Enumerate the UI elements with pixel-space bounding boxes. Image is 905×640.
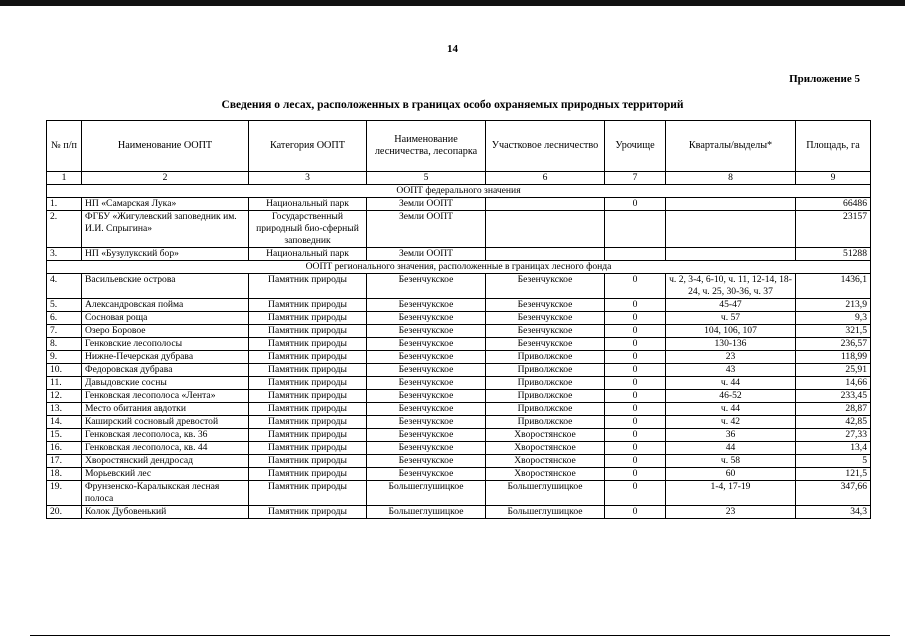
quarters-plots: 36 xyxy=(666,429,796,442)
table-row xyxy=(47,248,871,261)
oopt-category: Памятник природы xyxy=(249,338,367,351)
district-forestry xyxy=(486,211,605,248)
header-forestry: Наименование лесничества, лесопарка xyxy=(367,121,486,172)
row-number: 10. xyxy=(47,364,82,377)
district-forestry: Приволжское xyxy=(486,377,605,390)
oopt-category: Памятник природы xyxy=(249,299,367,312)
forestry-name: Безенчукское xyxy=(367,442,486,455)
oopt-category: Памятник природы xyxy=(249,325,367,338)
oopt-name: Колок Дубовенький xyxy=(82,506,249,519)
tract: 0 xyxy=(605,455,666,468)
table-row xyxy=(47,351,871,364)
row-number: 20. xyxy=(47,506,82,519)
quarters-plots: 45-47 xyxy=(666,299,796,312)
quarters-plots: ч. 57 xyxy=(666,312,796,325)
row-number: 19. xyxy=(47,481,82,506)
forests-table xyxy=(46,120,871,519)
oopt-name: НП «Самарская Лука» xyxy=(82,198,249,211)
forestry-name: Безенчукское xyxy=(367,390,486,403)
district-forestry: Приволжское xyxy=(486,351,605,364)
oopt-name: Сосновая роща xyxy=(82,312,249,325)
quarters-plots: 1-4, 17-19 xyxy=(666,481,796,506)
oopt-category: Памятник природы xyxy=(249,506,367,519)
forestry-name: Безенчукское xyxy=(367,351,486,364)
area-ha: 27,33 xyxy=(796,429,871,442)
oopt-name: НП «Бузулукский бор» xyxy=(82,248,249,261)
header-area: Площадь, га xyxy=(796,121,871,172)
area-ha: 14,66 xyxy=(796,377,871,390)
row-number: 13. xyxy=(47,403,82,416)
area-ha: 236,57 xyxy=(796,338,871,351)
table-row xyxy=(47,198,871,211)
oopt-category: Государственный природный био-сферный заповедник xyxy=(249,211,367,248)
district-forestry: Большеглушицкое xyxy=(486,481,605,506)
row-number: 7. xyxy=(47,325,82,338)
column-number: 7 xyxy=(605,172,666,185)
section-title-federal: ООПТ федерального значения xyxy=(47,185,871,198)
column-number: 1 xyxy=(47,172,82,185)
district-forestry: Хворостянское xyxy=(486,468,605,481)
tract: 0 xyxy=(605,312,666,325)
forestry-name: Безенчукское xyxy=(367,364,486,377)
tract: 0 xyxy=(605,429,666,442)
district-forestry: Большеглушицкое xyxy=(486,506,605,519)
tract: 0 xyxy=(605,416,666,429)
quarters-plots: 23 xyxy=(666,351,796,364)
oopt-name: Генковские лесополосы xyxy=(82,338,249,351)
area-ha: 51288 xyxy=(796,248,871,261)
table-row xyxy=(47,429,871,442)
table-row xyxy=(47,364,871,377)
tract: 0 xyxy=(605,390,666,403)
area-ha: 42,85 xyxy=(796,416,871,429)
district-forestry: Безенчукское xyxy=(486,338,605,351)
header-quarters: Кварталы/выделы* xyxy=(666,121,796,172)
table-row xyxy=(47,211,871,248)
quarters-plots xyxy=(666,198,796,211)
oopt-category: Национальный парк xyxy=(249,198,367,211)
tract: 0 xyxy=(605,442,666,455)
bottom-rule xyxy=(30,635,890,636)
column-number: 2 xyxy=(82,172,249,185)
oopt-category: Памятник природы xyxy=(249,429,367,442)
area-ha: 1436,1 xyxy=(796,274,871,299)
forestry-name: Безенчукское xyxy=(367,455,486,468)
table-row xyxy=(47,468,871,481)
table-row xyxy=(47,325,871,338)
oopt-name: Хворостянский дендросад xyxy=(82,455,249,468)
row-number: 16. xyxy=(47,442,82,455)
column-number: 9 xyxy=(796,172,871,185)
district-forestry: Безенчукское xyxy=(486,274,605,299)
column-number: 8 xyxy=(666,172,796,185)
header-row xyxy=(47,121,871,172)
table-row xyxy=(47,416,871,429)
row-number: 12. xyxy=(47,390,82,403)
forestry-name: Земли ООПТ xyxy=(367,198,486,211)
district-forestry xyxy=(486,198,605,211)
area-ha: 66486 xyxy=(796,198,871,211)
area-ha: 121,5 xyxy=(796,468,871,481)
forestry-name: Безенчукское xyxy=(367,377,486,390)
district-forestry: Приволжское xyxy=(486,403,605,416)
column-number-row xyxy=(47,172,871,185)
row-number: 15. xyxy=(47,429,82,442)
oopt-name: Озеро Боровое xyxy=(82,325,249,338)
table-row xyxy=(47,299,871,312)
table-row xyxy=(47,338,871,351)
header-num: № п/п xyxy=(47,121,82,172)
row-number: 8. xyxy=(47,338,82,351)
tract: 0 xyxy=(605,274,666,299)
tract: 0 xyxy=(605,338,666,351)
tract xyxy=(605,248,666,261)
oopt-name: Александровская пойма xyxy=(82,299,249,312)
tract: 0 xyxy=(605,299,666,312)
oopt-name: ФГБУ «Жигулевский заповедник им. И.И. Спрыгина» xyxy=(82,211,249,248)
area-ha: 213,9 xyxy=(796,299,871,312)
table-row xyxy=(47,390,871,403)
oopt-category: Национальный парк xyxy=(249,248,367,261)
quarters-plots: 104, 106, 107 xyxy=(666,325,796,338)
header-tract: Урочище xyxy=(605,121,666,172)
forestry-name: Земли ООПТ xyxy=(367,248,486,261)
quarters-plots: ч. 44 xyxy=(666,403,796,416)
column-number: 3 xyxy=(249,172,367,185)
quarters-plots: 46-52 xyxy=(666,390,796,403)
row-number: 2. xyxy=(47,211,82,248)
forestry-name: Безенчукское xyxy=(367,416,486,429)
row-number: 14. xyxy=(47,416,82,429)
tract: 0 xyxy=(605,364,666,377)
forestry-name: Безенчукское xyxy=(367,403,486,416)
quarters-plots: ч. 2, 3-4, 6-10, ч. 11, 12-14, 18-24, ч. 25, 30-36, ч. 37 xyxy=(666,274,796,299)
forestry-name: Большеглушицкое xyxy=(367,506,486,519)
table-row xyxy=(47,442,871,455)
forestry-name: Безенчукское xyxy=(367,299,486,312)
section-title-regional: ООПТ регионального значения, расположенные в границах лесного фонда xyxy=(47,261,871,274)
quarters-plots: ч. 42 xyxy=(666,416,796,429)
tract: 0 xyxy=(605,351,666,364)
appendix-label: Приложение 5 xyxy=(789,73,860,85)
quarters-plots: 23 xyxy=(666,506,796,519)
forestry-name: Безенчукское xyxy=(367,312,486,325)
oopt-category: Памятник природы xyxy=(249,468,367,481)
column-number: 5 xyxy=(367,172,486,185)
district-forestry: Безенчукское xyxy=(486,299,605,312)
area-ha: 23157 xyxy=(796,211,871,248)
oopt-category: Памятник природы xyxy=(249,274,367,299)
oopt-name: Васильевские острова xyxy=(82,274,249,299)
table-row xyxy=(47,377,871,390)
row-number: 11. xyxy=(47,377,82,390)
area-ha: 321,5 xyxy=(796,325,871,338)
oopt-category: Памятник природы xyxy=(249,312,367,325)
oopt-name: Давыдовские сосны xyxy=(82,377,249,390)
oopt-category: Памятник природы xyxy=(249,481,367,506)
district-forestry: Хворостянское xyxy=(486,429,605,442)
area-ha: 28,87 xyxy=(796,403,871,416)
quarters-plots xyxy=(666,248,796,261)
forestry-name: Земли ООПТ xyxy=(367,211,486,248)
tract: 0 xyxy=(605,377,666,390)
district-forestry: Безенчукское xyxy=(486,312,605,325)
page-number: 14 xyxy=(447,43,458,55)
quarters-plots: 60 xyxy=(666,468,796,481)
oopt-category: Памятник природы xyxy=(249,442,367,455)
row-number: 5. xyxy=(47,299,82,312)
tract: 0 xyxy=(605,481,666,506)
oopt-category: Памятник природы xyxy=(249,364,367,377)
document-title: Сведения о лесах, расположенных в границах особо охраняемых природных территорий xyxy=(221,99,684,111)
district-forestry: Приволжское xyxy=(486,416,605,429)
quarters-plots: 43 xyxy=(666,364,796,377)
row-number: 17. xyxy=(47,455,82,468)
forestry-name: Безенчукское xyxy=(367,338,486,351)
table-row xyxy=(47,455,871,468)
oopt-name: Федоровская дубрава xyxy=(82,364,249,377)
header-category: Категория ООПТ xyxy=(249,121,367,172)
row-number: 3. xyxy=(47,248,82,261)
district-forestry: Хворостянское xyxy=(486,455,605,468)
oopt-category: Памятник природы xyxy=(249,403,367,416)
area-ha: 13,4 xyxy=(796,442,871,455)
oopt-name: Фрунзенско-Каралыкская лесная полоса xyxy=(82,481,249,506)
area-ha: 34,3 xyxy=(796,506,871,519)
row-number: 6. xyxy=(47,312,82,325)
tract: 0 xyxy=(605,506,666,519)
forestry-name: Безенчукское xyxy=(367,274,486,299)
oopt-name: Морьевский лес xyxy=(82,468,249,481)
tract xyxy=(605,211,666,248)
district-forestry: Приволжское xyxy=(486,364,605,377)
oopt-name: Генковская лесополоса, кв. 36 xyxy=(82,429,249,442)
quarters-plots: ч. 44 xyxy=(666,377,796,390)
tract: 0 xyxy=(605,403,666,416)
oopt-category: Памятник природы xyxy=(249,455,367,468)
district-forestry: Хворостянское xyxy=(486,442,605,455)
quarters-plots: 130-136 xyxy=(666,338,796,351)
row-number: 18. xyxy=(47,468,82,481)
forestry-name: Большеглушицкое xyxy=(367,481,486,506)
area-ha: 25,91 xyxy=(796,364,871,377)
row-number: 4. xyxy=(47,274,82,299)
section-row-regional xyxy=(47,261,871,274)
row-number: 1. xyxy=(47,198,82,211)
table-row xyxy=(47,403,871,416)
quarters-plots: ч. 58 xyxy=(666,455,796,468)
oopt-category: Памятник природы xyxy=(249,390,367,403)
header-name: Наименование ООПТ xyxy=(82,121,249,172)
row-number: 9. xyxy=(47,351,82,364)
area-ha: 118,99 xyxy=(796,351,871,364)
forestry-name: Безенчукское xyxy=(367,468,486,481)
tract: 0 xyxy=(605,198,666,211)
oopt-name: Генковская лесополоса «Лента» xyxy=(82,390,249,403)
column-number: 6 xyxy=(486,172,605,185)
area-ha: 5 xyxy=(796,455,871,468)
table-row xyxy=(47,481,871,506)
section-row-federal xyxy=(47,185,871,198)
forestry-name: Безенчукское xyxy=(367,429,486,442)
quarters-plots: 44 xyxy=(666,442,796,455)
header-district: Участковое лесничество xyxy=(486,121,605,172)
district-forestry: Приволжское xyxy=(486,390,605,403)
tract: 0 xyxy=(605,325,666,338)
area-ha: 347,66 xyxy=(796,481,871,506)
forestry-name: Безенчукское xyxy=(367,325,486,338)
oopt-name: Каширский сосновый древостой xyxy=(82,416,249,429)
table-row xyxy=(47,312,871,325)
district-forestry: Безенчукское xyxy=(486,325,605,338)
tract: 0 xyxy=(605,468,666,481)
district-forestry xyxy=(486,248,605,261)
oopt-category: Памятник природы xyxy=(249,416,367,429)
oopt-name: Генковская лесополоса, кв. 44 xyxy=(82,442,249,455)
area-ha: 233,45 xyxy=(796,390,871,403)
area-ha: 9,3 xyxy=(796,312,871,325)
oopt-category: Памятник природы xyxy=(249,377,367,390)
oopt-name: Место обитания авдотки xyxy=(82,403,249,416)
oopt-category: Памятник природы xyxy=(249,351,367,364)
oopt-name: Нижне-Печерская дубрава xyxy=(82,351,249,364)
table-row xyxy=(47,506,871,519)
quarters-plots xyxy=(666,211,796,248)
table-row xyxy=(47,274,871,299)
top-border xyxy=(0,0,905,6)
